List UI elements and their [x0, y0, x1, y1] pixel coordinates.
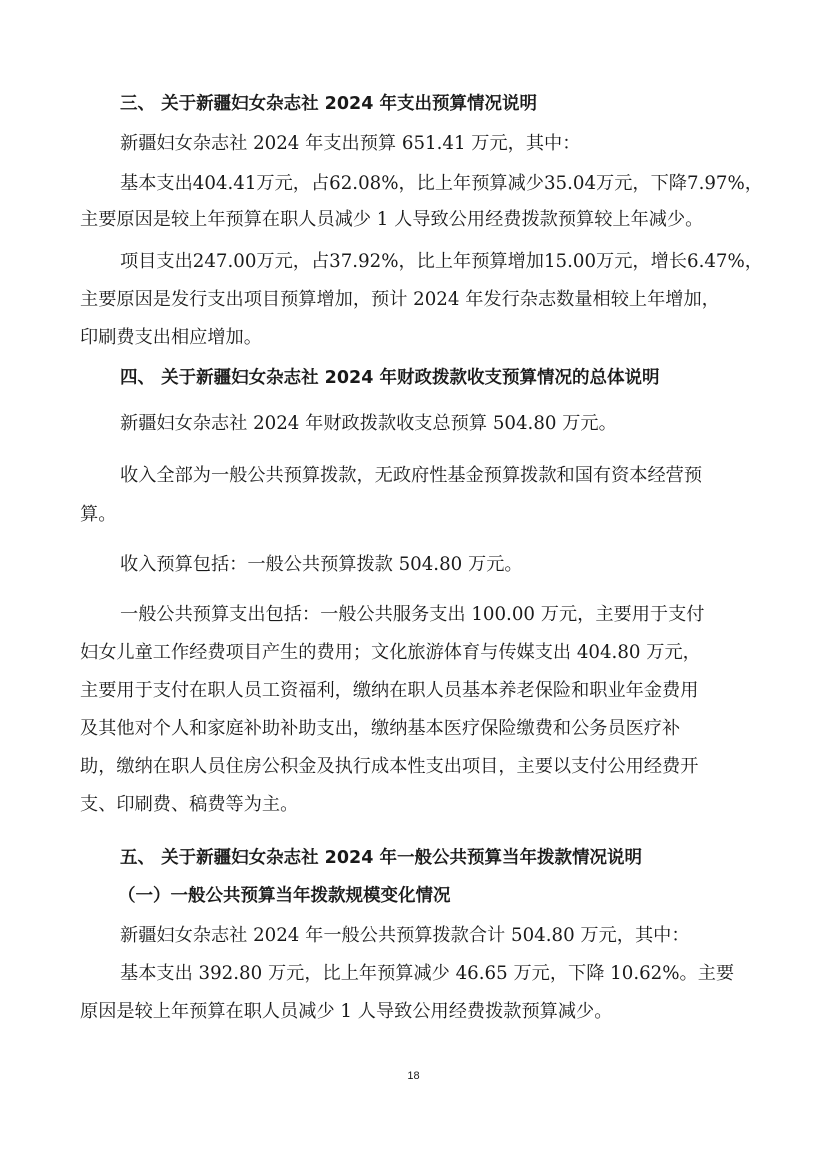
line: 新疆妇女杂志社 2024 年一般公共预算拨款合计 504.80 万元，其中： — [120, 925, 690, 946]
line: 算。 — [80, 504, 117, 525]
line: 新疆妇女杂志社 2024 年财政拨款收支总预算 504.80 万元。 — [120, 413, 617, 434]
page-number: 18 — [407, 1070, 420, 1082]
line: 妇女儿童工作经费项目产生的费用；文化旅游体育与传媒支出 404.80 万元， — [80, 642, 701, 663]
line: 五、 关于新疆妇女杂志社 2024 年一般公共预算当年拨款情况说明 — [120, 848, 642, 868]
line: 助，缴纳在职人员住房公积金及执行成本性支出项目，主要以支付公用经费开 — [80, 756, 699, 777]
line: 项目支出247.00万元，占37.92%，比上年预算增加15.00万元，增长6.47%， — [120, 251, 763, 272]
line: （一）一般公共预算当年拨款规模变化情况 — [118, 886, 451, 906]
line: 收入预算包括：一般公共预算拨款 504.80 万元。 — [120, 554, 523, 575]
line: 四、 关于新疆妇女杂志社 2024 年财政拨款收支预算情况的总体说明 — [120, 368, 660, 388]
line: 三、 关于新疆妇女杂志社 2024 年支出预算情况说明 — [120, 94, 537, 114]
line: 主要原因是较上年预算在职人员减少 1 人导致公用经费拨款预算较上年减少。 — [80, 209, 704, 230]
line: 主要用于支付在职人员工资福利，缴纳在职人员基本养老保险和职业年金费用 — [80, 680, 699, 701]
line: 主要原因是发行支出项目预算增加，预计 2024 年发行杂志数量相较上年增加， — [80, 289, 720, 310]
line: 印刷费支出相应增加。 — [80, 327, 262, 348]
line: 一般公共预算支出包括：一般公共服务支出 100.00 万元，主要用于支付 — [120, 604, 705, 625]
line: 基本支出404.41万元，占62.08%，比上年预算减少35.04万元，下降7.97%， — [120, 173, 763, 194]
line: 基本支出 392.80 万元，比上年预算减少 46.65 万元，下降 10.62%。主要 — [120, 963, 735, 984]
line: 新疆妇女杂志社 2024 年支出预算 651.41 万元，其中： — [120, 133, 581, 154]
line: 原因是较上年预算在职人员减少 1 人导致公用经费拨款预算减少。 — [80, 1001, 613, 1022]
line: 收入全部为一般公共预算拨款，无政府性基金预算拨款和国有资本经营预 — [120, 465, 703, 486]
line: 支、印刷费、稿费等为主。 — [80, 794, 299, 815]
line: 及其他对个人和家庭补助补助支出，缴纳基本医疗保险缴费和公务员医疗补 — [80, 718, 681, 739]
